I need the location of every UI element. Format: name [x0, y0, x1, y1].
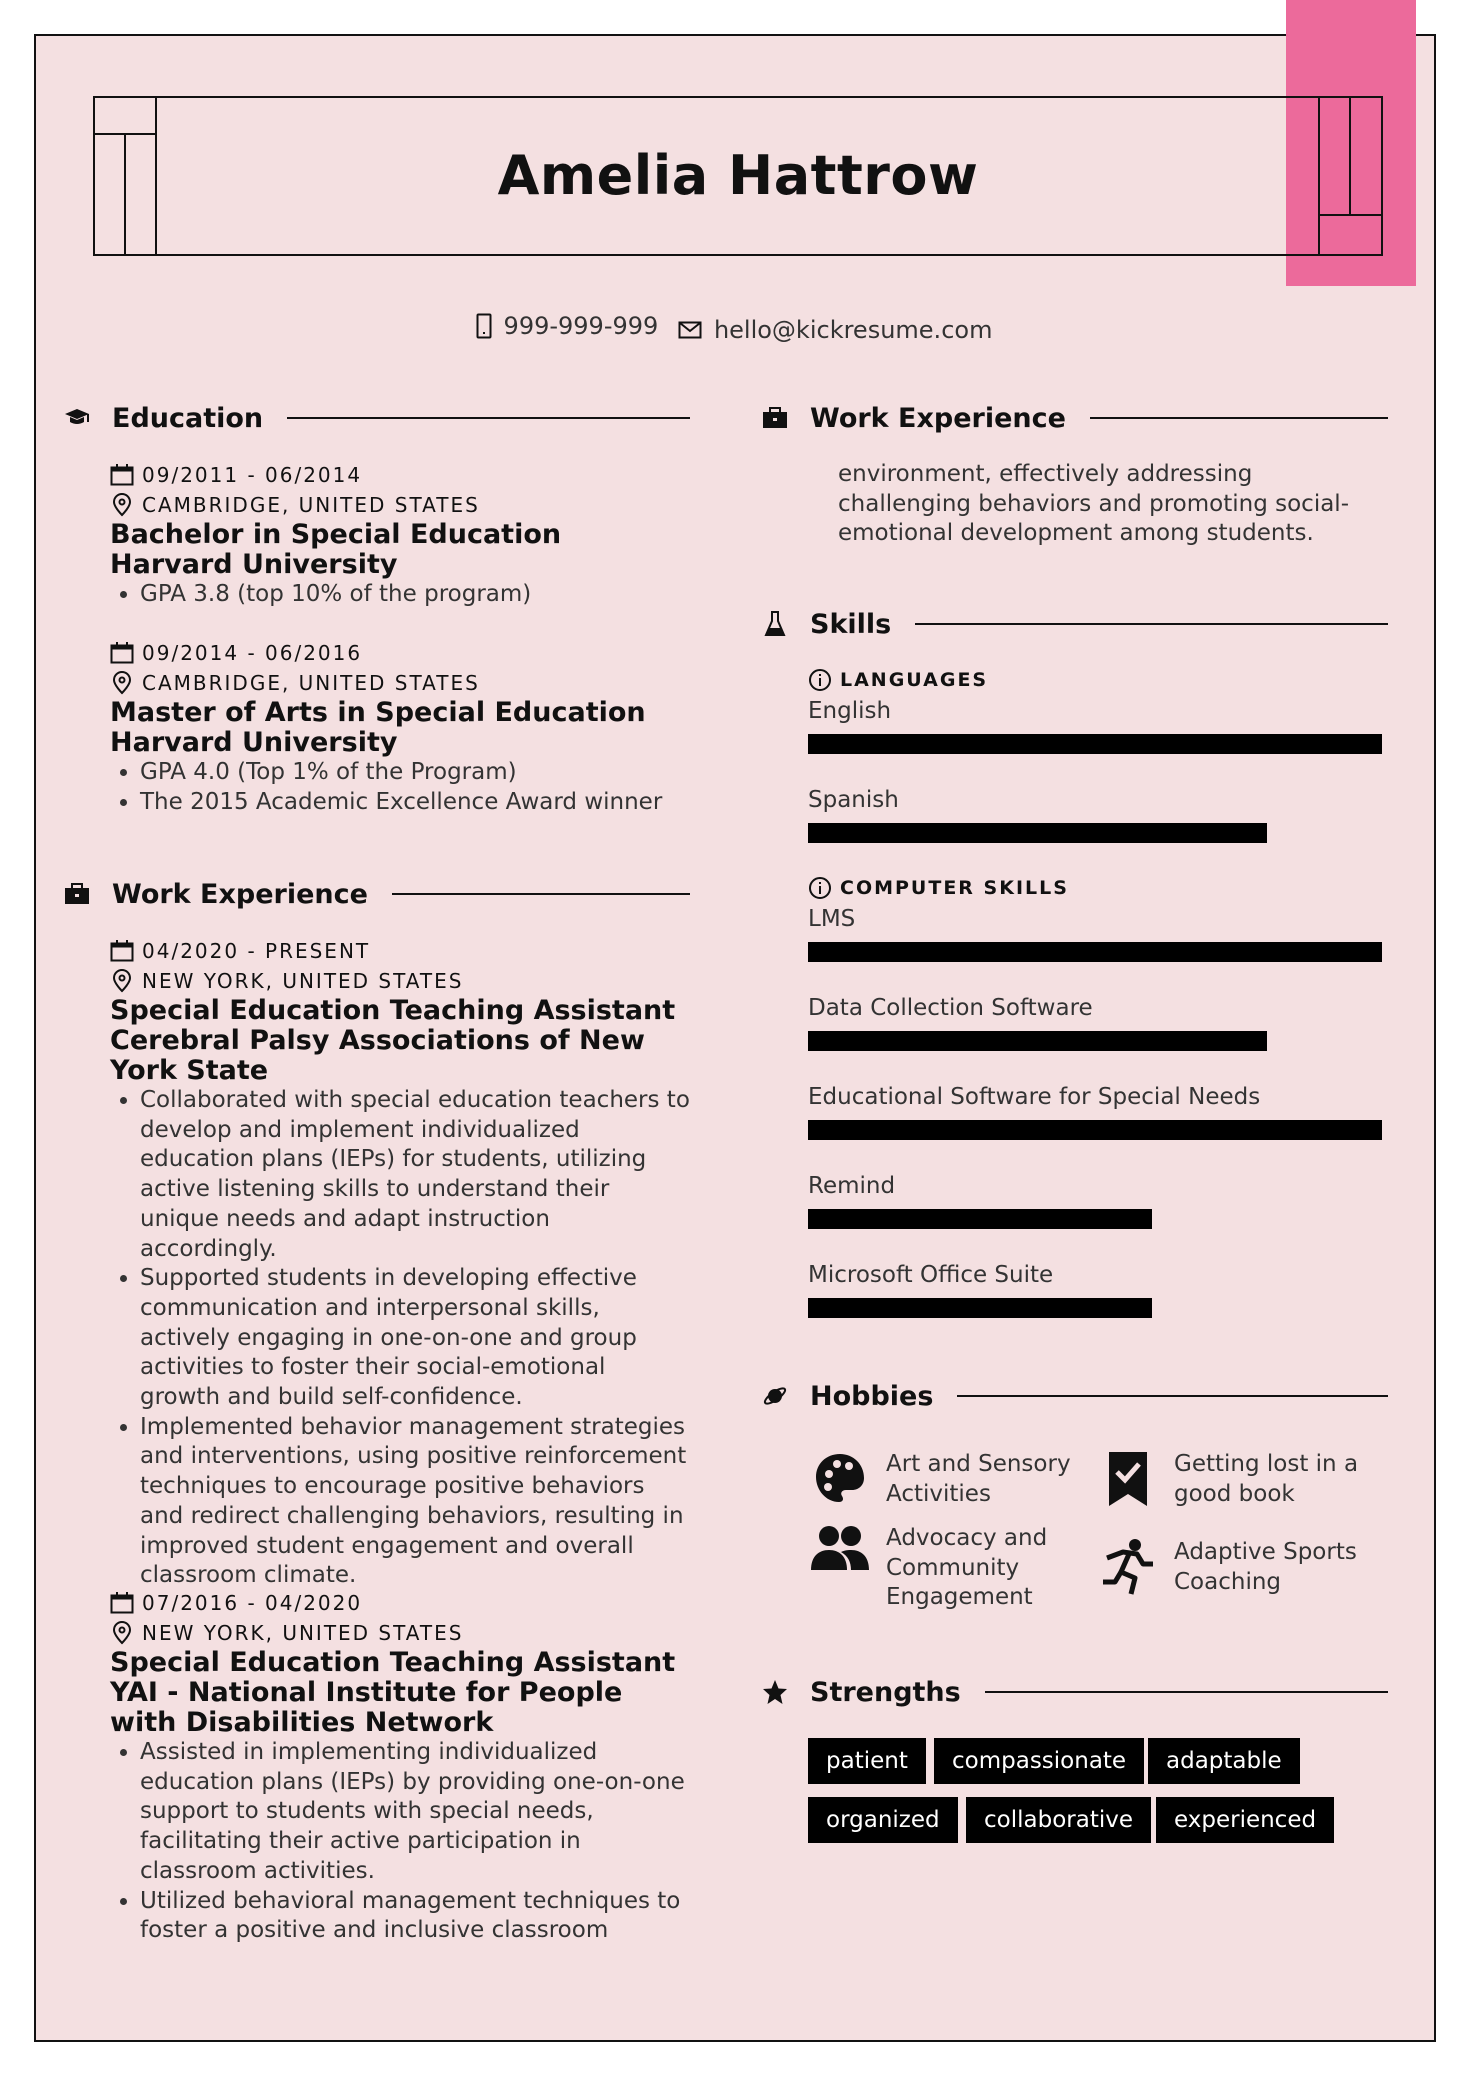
info-icon: [808, 668, 832, 692]
heading-rule: [985, 1691, 1388, 1693]
location-text: NEW YORK, UNITED STATES: [142, 1621, 464, 1645]
hobby-label: Getting lost in a good book: [1174, 1451, 1359, 1507]
work-heading-label: Work Experience: [112, 878, 368, 910]
date-text: 07/2016 - 04/2020: [142, 1591, 363, 1615]
heading-rule: [1090, 417, 1388, 419]
skill-level-bar: [808, 942, 1382, 962]
school-name: Harvard University: [110, 727, 398, 758]
location-text: CAMBRIDGE, UNITED STATES: [142, 671, 480, 695]
degree-title: Bachelor in Special Education: [110, 519, 562, 550]
skill-group-computer: [808, 876, 1069, 900]
work-entry: [110, 1588, 690, 1946]
bullet-list: [110, 580, 690, 610]
calendar-icon: [110, 940, 134, 962]
skill-name: Data Collection Software: [808, 995, 1093, 1021]
bullet-list: [110, 758, 690, 817]
calendar-icon: [110, 464, 134, 486]
skill-name: Remind: [808, 1173, 896, 1199]
date-range: [110, 1588, 690, 1618]
strength-tag: compassionate: [934, 1738, 1144, 1784]
running-icon: [1096, 1538, 1160, 1596]
hobby-item: [1096, 1538, 1364, 1597]
phone-number: 999-999-999: [503, 312, 659, 340]
skill-level-bar: [808, 1031, 1267, 1051]
bullet-item: • GPA 4.0 (Top 1% of the Program): [140, 758, 690, 788]
company-name: YAI - National Institute for People with Disabilities Network: [110, 1677, 623, 1738]
location: [110, 490, 690, 520]
palette-icon: [808, 1450, 872, 1506]
job-title: Special Education Teaching Assistant: [110, 995, 676, 1026]
hobby-item: [808, 1450, 1076, 1509]
flask-icon: [762, 611, 788, 637]
location-pin-icon: [110, 969, 134, 993]
skill-name: Microsoft Office Suite: [808, 1262, 1054, 1288]
bullet-item: • Utilized behavioral management techniques to foster a positive and inclusive classroom: [140, 1887, 690, 1946]
planet-icon: [762, 1383, 788, 1409]
graduation-cap-icon: [64, 405, 90, 431]
contact-line: [0, 312, 1468, 345]
bullet-item: • The 2015 Academic Excellence Award winner: [140, 788, 690, 818]
bullet-item: • Assisted in implementing individualized education plans (IEPs) by providing one-on-one support to students with special needs, facilitating their active participation in classroom activities.: [140, 1738, 690, 1887]
hobby-label: Adaptive Sports Coaching: [1174, 1539, 1357, 1595]
bullet-item: • Implemented behavior management strategies and interventions, using positive reinforcement techniques to encourage positive behaviors and redirect challenging behaviors, resulting in improved student engagement and overall classroom climate.: [140, 1413, 690, 1591]
date-range: [110, 936, 690, 966]
work-continued-text: environment, effectively addressing challenging behaviors and promoting social-emotional development among students.: [838, 461, 1349, 547]
phone-contact[interactable]: [476, 312, 659, 340]
location-pin-icon: [110, 1621, 134, 1645]
candidate-name: Amelia Hattrow: [497, 144, 979, 207]
strength-tag: organized: [808, 1797, 958, 1843]
skill-level-bar: [808, 1120, 1382, 1140]
strength-tag: experienced: [1156, 1797, 1334, 1843]
date-range: [110, 460, 690, 490]
bullet-item: • Collaborated with special education teachers to develop and implement individualized education plans (IEPs) for students, utilizing active listening skills to understand their unique needs and adapt instruction accordingly.: [140, 1086, 690, 1264]
education-entry: [110, 460, 690, 610]
envelope-icon: [678, 321, 702, 339]
location-pin-icon: [110, 671, 134, 695]
strengths-heading: [762, 1674, 1388, 1710]
bullet-item: • GPA 3.8 (top 10% of the program): [140, 580, 690, 610]
heading-rule: [392, 893, 690, 895]
heading-rule: [287, 417, 690, 419]
skill-name: English: [808, 698, 892, 724]
date-text: 09/2014 - 06/2016: [142, 641, 363, 665]
job-title: Special Education Teaching Assistant: [110, 1647, 676, 1678]
strengths-heading-label: Strengths: [810, 1676, 961, 1708]
calendar-icon: [110, 642, 134, 664]
skill-name: Educational Software for Special Needs: [808, 1084, 1261, 1110]
info-icon: [808, 876, 832, 900]
heading-rule: [915, 623, 1388, 625]
skill-level-bar: [808, 823, 1267, 843]
bullet-item: • Supported students in developing effective communication and interpersonal skills, actively engaging in one-on-one and group activities to foster their social-emotional growth and build self-confidence.: [140, 1264, 690, 1413]
location-text: CAMBRIDGE, UNITED STATES: [142, 493, 480, 517]
hobby-label: Art and Sensory Activities: [886, 1451, 1071, 1507]
skill-level-bar: [808, 734, 1382, 754]
date-text: 04/2020 - PRESENT: [142, 939, 371, 963]
work-entry: [110, 936, 690, 1591]
work-heading-label: Work Experience: [810, 402, 1066, 434]
education-heading: [64, 400, 690, 436]
hobbies-heading-label: Hobbies: [810, 1380, 934, 1412]
skills-heading: [762, 606, 1388, 642]
star-icon: [762, 1679, 788, 1705]
hobby-item: [808, 1524, 1076, 1613]
calendar-icon: [110, 1592, 134, 1614]
degree-title: Master of Arts in Special Education: [110, 697, 646, 728]
skill-group-languages: [808, 668, 988, 692]
strength-tag: adaptable: [1148, 1738, 1300, 1784]
work-experience-heading: [64, 876, 690, 912]
skills-heading-label: Skills: [810, 608, 892, 640]
people-icon: [808, 1524, 872, 1572]
date-text: 09/2011 - 06/2014: [142, 463, 363, 487]
skill-name: Spanish: [808, 787, 899, 813]
skill-group-title: COMPUTER SKILLS: [840, 877, 1069, 899]
skill-level-bar: [808, 1209, 1152, 1229]
bullet-list: [110, 1086, 690, 1591]
skill-name: LMS: [808, 906, 856, 932]
work-experience-continued-heading: [762, 400, 1388, 436]
email-contact[interactable]: [678, 316, 993, 344]
education-heading-label: Education: [112, 402, 264, 434]
company-name: Cerebral Palsy Associations of New York State: [110, 1025, 645, 1086]
bookmark-check-icon: [1096, 1450, 1160, 1508]
strength-tag: collaborative: [966, 1797, 1151, 1843]
location: [110, 668, 690, 698]
education-entry: [110, 638, 690, 817]
phone-icon: [476, 313, 492, 339]
strength-tag: patient: [808, 1738, 926, 1784]
location-pin-icon: [110, 493, 134, 517]
briefcase-icon: [762, 405, 788, 431]
hobby-label: Advocacy and Community Engagement: [886, 1525, 1048, 1611]
location: [110, 1618, 690, 1648]
heading-rule: [957, 1395, 1388, 1397]
email-address: hello@kickresume.com: [713, 316, 993, 344]
school-name: Harvard University: [110, 549, 398, 580]
location: [110, 966, 690, 996]
location-text: NEW YORK, UNITED STATES: [142, 969, 464, 993]
hobbies-heading: [762, 1378, 1388, 1414]
bullet-list: [110, 1738, 690, 1946]
date-range: [110, 638, 690, 668]
briefcase-icon: [64, 881, 90, 907]
hobby-item: [1096, 1450, 1364, 1509]
skill-level-bar: [808, 1298, 1152, 1318]
skill-group-title: LANGUAGES: [840, 669, 989, 691]
